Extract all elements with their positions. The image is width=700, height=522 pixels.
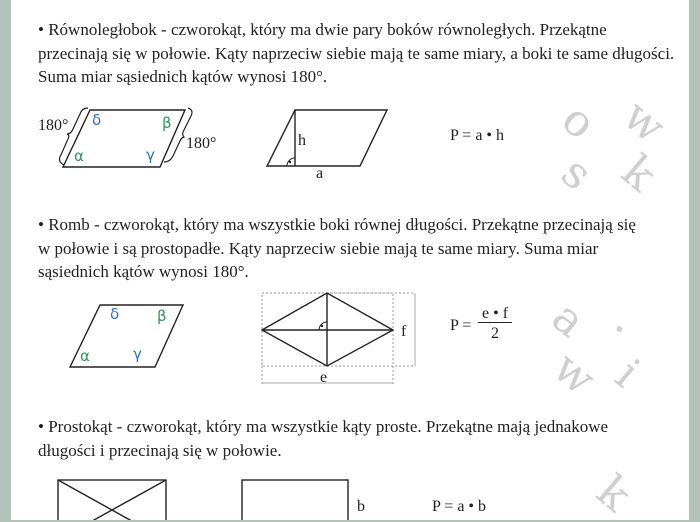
watermark-letter: a <box>541 291 595 348</box>
rectangle-area-formula: P = a • b <box>432 498 487 515</box>
watermark-letter: k <box>587 465 641 522</box>
rhombus-formula-denominator: 2 <box>491 325 499 342</box>
rectangle-figure <box>242 480 348 520</box>
side-b-label: b <box>357 498 365 515</box>
watermark-letter: i <box>605 349 650 398</box>
angle-beta: β <box>162 114 172 132</box>
angle-alpha: α <box>80 347 90 365</box>
height-label: h <box>298 132 306 149</box>
parallelogram-description: • Równoległobok - czworokąt, który ma dwie pary boków równoległych. Przekątne przecinają się w połowie. Kąty naprzeciw siebie mają te same miary, a boki te same długości. Suma miar sąsiednich kątów wynosi 180°. <box>38 20 675 86</box>
angle-sum-left: 180° <box>38 117 69 134</box>
rectangle-description: • Prostokąt - czworokąt, który ma wszystkie kąty proste. Przekątne mają jednakowe długości i przecinają się w połowie. <box>38 417 609 460</box>
parallelogram-height-figure <box>267 110 387 166</box>
base-label: a <box>316 165 324 182</box>
rectangle-diagonals-figure <box>58 480 166 520</box>
watermark-letter: k <box>612 145 666 202</box>
watermark-letter: s <box>551 146 602 201</box>
diagonal-e-label: e <box>320 369 328 386</box>
rhombus-description: • Romb - czworokąt, który ma wszystkie boki równej długości. Przekątne przecinają się w połowie i są prostopadłe. Kąty naprzeciw siebie mają te same miary. Suma miar sąsiednich kątów wynosi 180°. <box>38 215 636 281</box>
angle-sum-right: 180° <box>186 135 217 152</box>
angle-beta: β <box>157 307 167 325</box>
angle-gamma: γ <box>133 345 142 363</box>
angle-delta: δ <box>92 111 102 129</box>
watermark-letter: w <box>543 341 605 406</box>
rhombus-formula-lhs: P = <box>450 317 472 334</box>
watermark-letter: w <box>613 89 675 154</box>
parallelogram-area-formula: P = a • h <box>450 127 505 144</box>
angle-alpha: α <box>74 147 84 165</box>
diagonal-f-label: f <box>401 323 407 340</box>
angle-delta: δ <box>110 305 120 323</box>
watermark-letter: o <box>552 93 606 150</box>
watermark-letter: . <box>605 295 650 344</box>
rhombus-formula-numerator: e • f <box>478 306 512 323</box>
angle-gamma: γ <box>146 146 155 164</box>
